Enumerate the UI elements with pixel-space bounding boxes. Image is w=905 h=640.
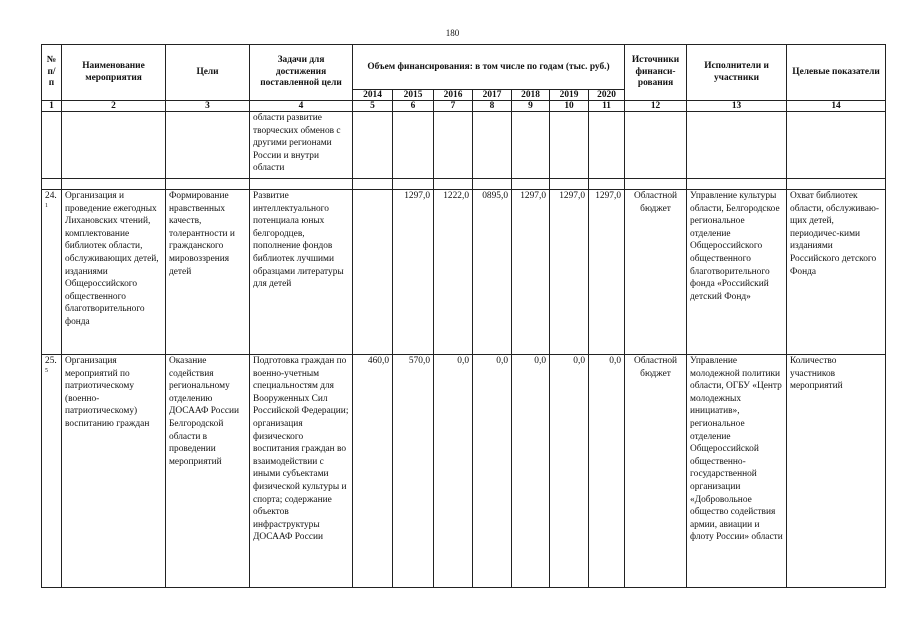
column-number: 8 <box>473 101 512 112</box>
row-number <box>42 355 62 588</box>
page-number: 180 <box>445 28 460 38</box>
year-header: 2017 <box>473 90 512 101</box>
column-number: 9 <box>512 101 550 112</box>
row-number-superscript: 5 <box>45 367 48 374</box>
funding-value <box>434 112 473 179</box>
column-number: 2 <box>62 101 166 112</box>
funding-source: Областной бюджет <box>625 190 687 355</box>
funding-value: 0,0 <box>434 355 473 588</box>
funding-value <box>512 112 550 179</box>
column-number: 12 <box>625 101 687 112</box>
target-indicators <box>787 112 886 179</box>
funding-value: 1297,0 <box>512 190 550 355</box>
measure-name: Организация и проведение ежегодных Лихановских чтений, комплектование библиотек области, обслуживающих детей, изданиями Общероссийского общественного благотворительного фонда <box>62 190 166 355</box>
col-name-header: Наименование мероприятия <box>62 45 166 101</box>
row-number <box>42 190 62 355</box>
col-tasks-header: Задачи для достижения поставленной цели <box>250 45 353 101</box>
measure-goals: Оказание содействия региональному отделению ДОСААФ России Белгородской области в проведении мероприятий <box>166 355 250 588</box>
table-row-continuation <box>42 112 886 179</box>
target-indicators: Охват библиотек области, обслуживаю-щих детей, периодичес-кими изданиями Российского детского Фонда <box>787 190 886 355</box>
empty-cell <box>473 179 512 190</box>
column-number: 1 <box>42 101 62 112</box>
year-header: 2020 <box>589 90 625 101</box>
measure-goals: Формирование нравственных качеств, толерантности и гражданского мировоззрения детей <box>166 190 250 355</box>
row-number-text: 25. <box>45 356 57 366</box>
funding-value: 0,0 <box>550 355 589 588</box>
empty-cell <box>166 179 250 190</box>
empty-cell <box>625 179 687 190</box>
col-sources-header: Источники финанси-рования <box>625 45 687 101</box>
col-financing-header: Объем финансирования: в том числе по годам (тыс. руб.) <box>353 45 625 90</box>
measure-executors <box>687 112 787 179</box>
row-number-superscript: 1 <box>45 202 48 209</box>
column-number: 10 <box>550 101 589 112</box>
col-num-header: № п/п <box>42 45 62 101</box>
header-row <box>42 45 886 90</box>
funding-value: 0,0 <box>589 355 625 588</box>
funding-value: 570,0 <box>393 355 434 588</box>
col-executors-header: Исполнители и участники <box>687 45 787 101</box>
measure-name <box>62 112 166 179</box>
table-row-24 <box>42 190 886 355</box>
funding-value <box>589 112 625 179</box>
funding-value <box>393 112 434 179</box>
empty-cell <box>353 179 393 190</box>
funding-value <box>550 112 589 179</box>
empty-cell <box>687 179 787 190</box>
column-number: 13 <box>687 101 787 112</box>
empty-cell <box>393 179 434 190</box>
measure-goals <box>166 112 250 179</box>
measure-tasks: Развитие интеллектуального потенциала юных белгородцев, пополнение фондов библиотек лучшими образцами литературы для детей <box>250 190 353 355</box>
funding-value <box>473 112 512 179</box>
table-row-25 <box>42 355 886 588</box>
funding-value: 0,0 <box>473 355 512 588</box>
program-table-container <box>41 44 886 588</box>
empty-cell <box>512 179 550 190</box>
col-indicators-header: Целевые показатели <box>787 45 886 101</box>
year-header: 2018 <box>512 90 550 101</box>
funding-value <box>353 112 393 179</box>
year-header: 2016 <box>434 90 473 101</box>
year-header: 2014 <box>353 90 393 101</box>
column-number: 3 <box>166 101 250 112</box>
funding-value: 0895,0 <box>473 190 512 355</box>
empty-cell <box>250 179 353 190</box>
measure-executors: Управление молодежной политики области, ОГБУ «Центр молодежных инициатив», региональное отделение Общероссийской общественно-государственной организации «Добровольное общество содействия армии, авиации и флоту России» области <box>687 355 787 588</box>
funding-source: Областной бюджет <box>625 355 687 588</box>
measure-executors: Управление культуры области, Белгородское региональное отделение Общероссийского общественного благотворительного фонда «Российский детский Фонд» <box>687 190 787 355</box>
funding-source <box>625 112 687 179</box>
empty-cell <box>589 179 625 190</box>
target-indicators: Количество участников мероприятий <box>787 355 886 588</box>
empty-cell <box>550 179 589 190</box>
measure-name: Организация мероприятий по патриотическому (военно-патриотическому) воспитанию граждан <box>62 355 166 588</box>
table-row-gap <box>42 179 886 190</box>
column-number: 7 <box>434 101 473 112</box>
funding-value: 460,0 <box>353 355 393 588</box>
row-number-text: 24. <box>45 191 57 201</box>
empty-cell <box>42 179 62 190</box>
measure-tasks: Подготовка граждан по военно-учетным специальностям для Вооруженных Сил Российской Федерации; организация физического воспитания граждан во взаимодействии с иными субъектами физической культуры и спорта; содержание объектов инфраструктуры ДОСААФ России <box>250 355 353 588</box>
column-number: 11 <box>589 101 625 112</box>
funding-value <box>353 190 393 355</box>
measure-tasks: области развитие творческих обменов с другими регионами России и внутри области <box>250 112 353 179</box>
col-goals-header: Цели <box>166 45 250 101</box>
funding-value: 1297,0 <box>550 190 589 355</box>
funding-value: 1222,0 <box>434 190 473 355</box>
empty-cell <box>62 179 166 190</box>
column-number-row <box>42 101 886 112</box>
row-number <box>42 112 62 179</box>
year-header: 2015 <box>393 90 434 101</box>
funding-value: 0,0 <box>512 355 550 588</box>
funding-value: 1297,0 <box>589 190 625 355</box>
year-header: 2019 <box>550 90 589 101</box>
column-number: 5 <box>353 101 393 112</box>
column-number: 4 <box>250 101 353 112</box>
column-number: 14 <box>787 101 886 112</box>
empty-cell <box>787 179 886 190</box>
column-number: 6 <box>393 101 434 112</box>
program-table <box>41 44 886 588</box>
empty-cell <box>434 179 473 190</box>
funding-value: 1297,0 <box>393 190 434 355</box>
